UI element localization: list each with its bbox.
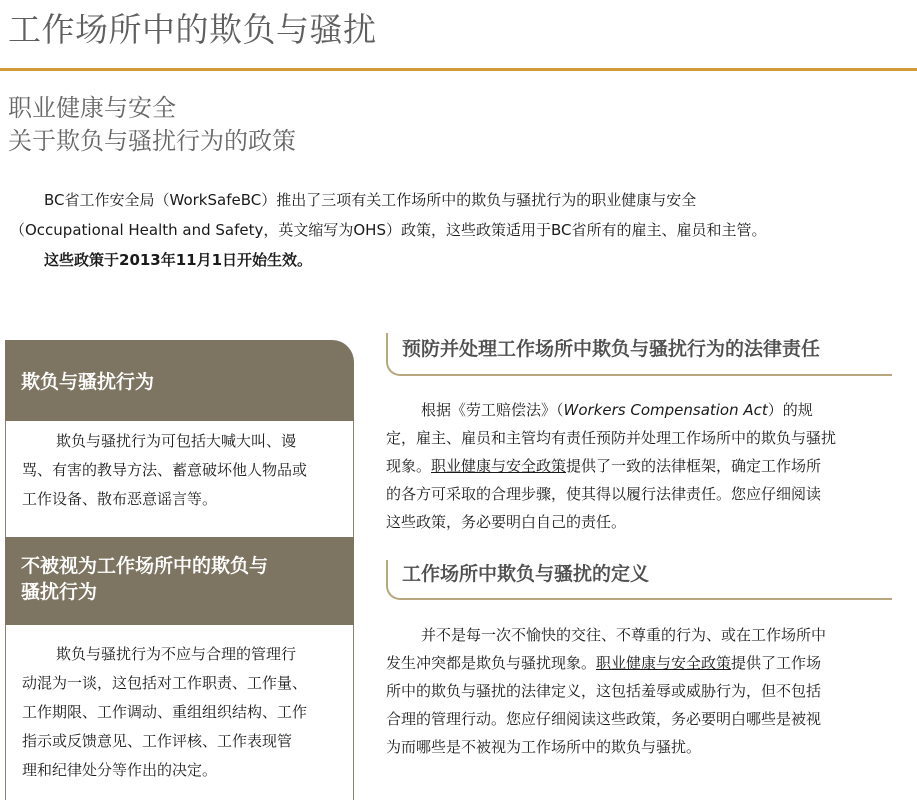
panel-heading-not-bullying xyxy=(5,537,354,625)
title-divider xyxy=(0,68,917,71)
subtitle xyxy=(8,92,296,158)
panel-heading-line: 骚扰行为 xyxy=(21,581,98,603)
ohs-policies-link[interactable]: 职业健康与安全政策 xyxy=(431,457,567,475)
text-span: ）的规 xyxy=(767,401,813,419)
effective-date-notice: 这些政策于2013年11月1日开始生效。 xyxy=(44,251,313,269)
panel-body-line: 理和纪律处分等作出的决定。 xyxy=(22,761,218,779)
intro-line-1: BC省工作安全局（WorkSafeBC）推出了三项有关工作场所中的欺负与骚扰行为的职业健康与安全 xyxy=(44,191,697,209)
section-line: 为而哪些是不被视为工作场所中的欺负与骚扰。 xyxy=(386,738,702,756)
panel-heading-line: 不被视为工作场所中的欺负与 xyxy=(21,555,269,577)
intro-paragraph xyxy=(10,185,910,275)
ohs-policies-link[interactable]: 职业健康与安全政策 xyxy=(596,654,732,672)
panel-body-bullying xyxy=(5,421,354,537)
panel-heading-bullying: 欺负与骚扰行为 xyxy=(5,340,354,421)
panel-body-line: 欺负与骚扰行为不应与合理的管理行 xyxy=(56,645,297,663)
panel-body-line: 工作设备、散布恶意谣言等。 xyxy=(22,490,218,508)
text-span: 现象。 xyxy=(386,457,432,475)
section-line: 并不是每一次不愉快的交往、不尊重的行为、或在工作场所中 xyxy=(421,626,827,644)
section-heading-definition: 工作场所中欺负与骚扰的定义 xyxy=(386,560,892,600)
intro-line-2: （Occupational Health and Safety，英文缩写为OHS）政策，这些政策适用于BC省所有的雇主、雇员和主管。 xyxy=(10,221,767,239)
panel-body-line: 骂、有害的教导方法、蓄意破坏他人物品或 xyxy=(22,461,308,479)
section-line xyxy=(386,452,896,480)
section-line xyxy=(386,649,896,677)
act-name-italic: Workers Compensation Act xyxy=(563,401,768,419)
section-line: 合理的管理行动。您应仔细阅读这些政策，务必要明白哪些是被视 xyxy=(386,710,822,728)
panel-body-line: 指示或反馈意见、工作评核、工作表现管 xyxy=(22,732,293,750)
section-heading-legal-duties: 预防并处理工作场所中欺负与骚扰行为的法律责任 xyxy=(386,333,892,376)
text-span: 提供了工作场 xyxy=(731,654,822,672)
panel-body-not-bullying xyxy=(5,625,354,800)
panel-body-line: 欺负与骚扰行为可包括大喊大叫、谩 xyxy=(56,432,297,450)
sidebar-panel xyxy=(5,340,354,800)
section-line: 的各方可采取的合理步骤，使其得以履行法律责任。您应仔细阅读 xyxy=(386,485,822,503)
text-span: 发生冲突都是欺负与骚扰现象。 xyxy=(386,654,597,672)
text-span: 根据《劳工赔偿法》（ xyxy=(421,401,564,419)
section-line xyxy=(386,396,896,424)
text-span: 提供了一致的法律框架，确定工作场所 xyxy=(566,457,822,475)
section-body-definition xyxy=(386,621,896,761)
panel-body-line: 动混为一谈，这包括对工作职责、工作量、 xyxy=(22,674,308,692)
subtitle-line-1: 职业健康与安全 xyxy=(8,94,176,122)
section-body-legal-duties xyxy=(386,396,896,536)
subtitle-line-2: 关于欺负与骚扰行为的政策 xyxy=(8,127,296,155)
page-title: 工作场所中的欺负与骚扰 xyxy=(8,10,377,49)
section-line: 所中的欺负与骚扰的法律定义，这包括羞辱或威胁行为，但不包括 xyxy=(386,682,822,700)
section-line: 定，雇主、雇员和主管均有责任预防并处理工作场所中的欺负与骚扰 xyxy=(386,429,837,447)
panel-body-line: 工作期限、工作调动、重组组织结构、工作 xyxy=(22,703,308,721)
section-line: 这些政策，务必要明白自己的责任。 xyxy=(386,513,627,531)
